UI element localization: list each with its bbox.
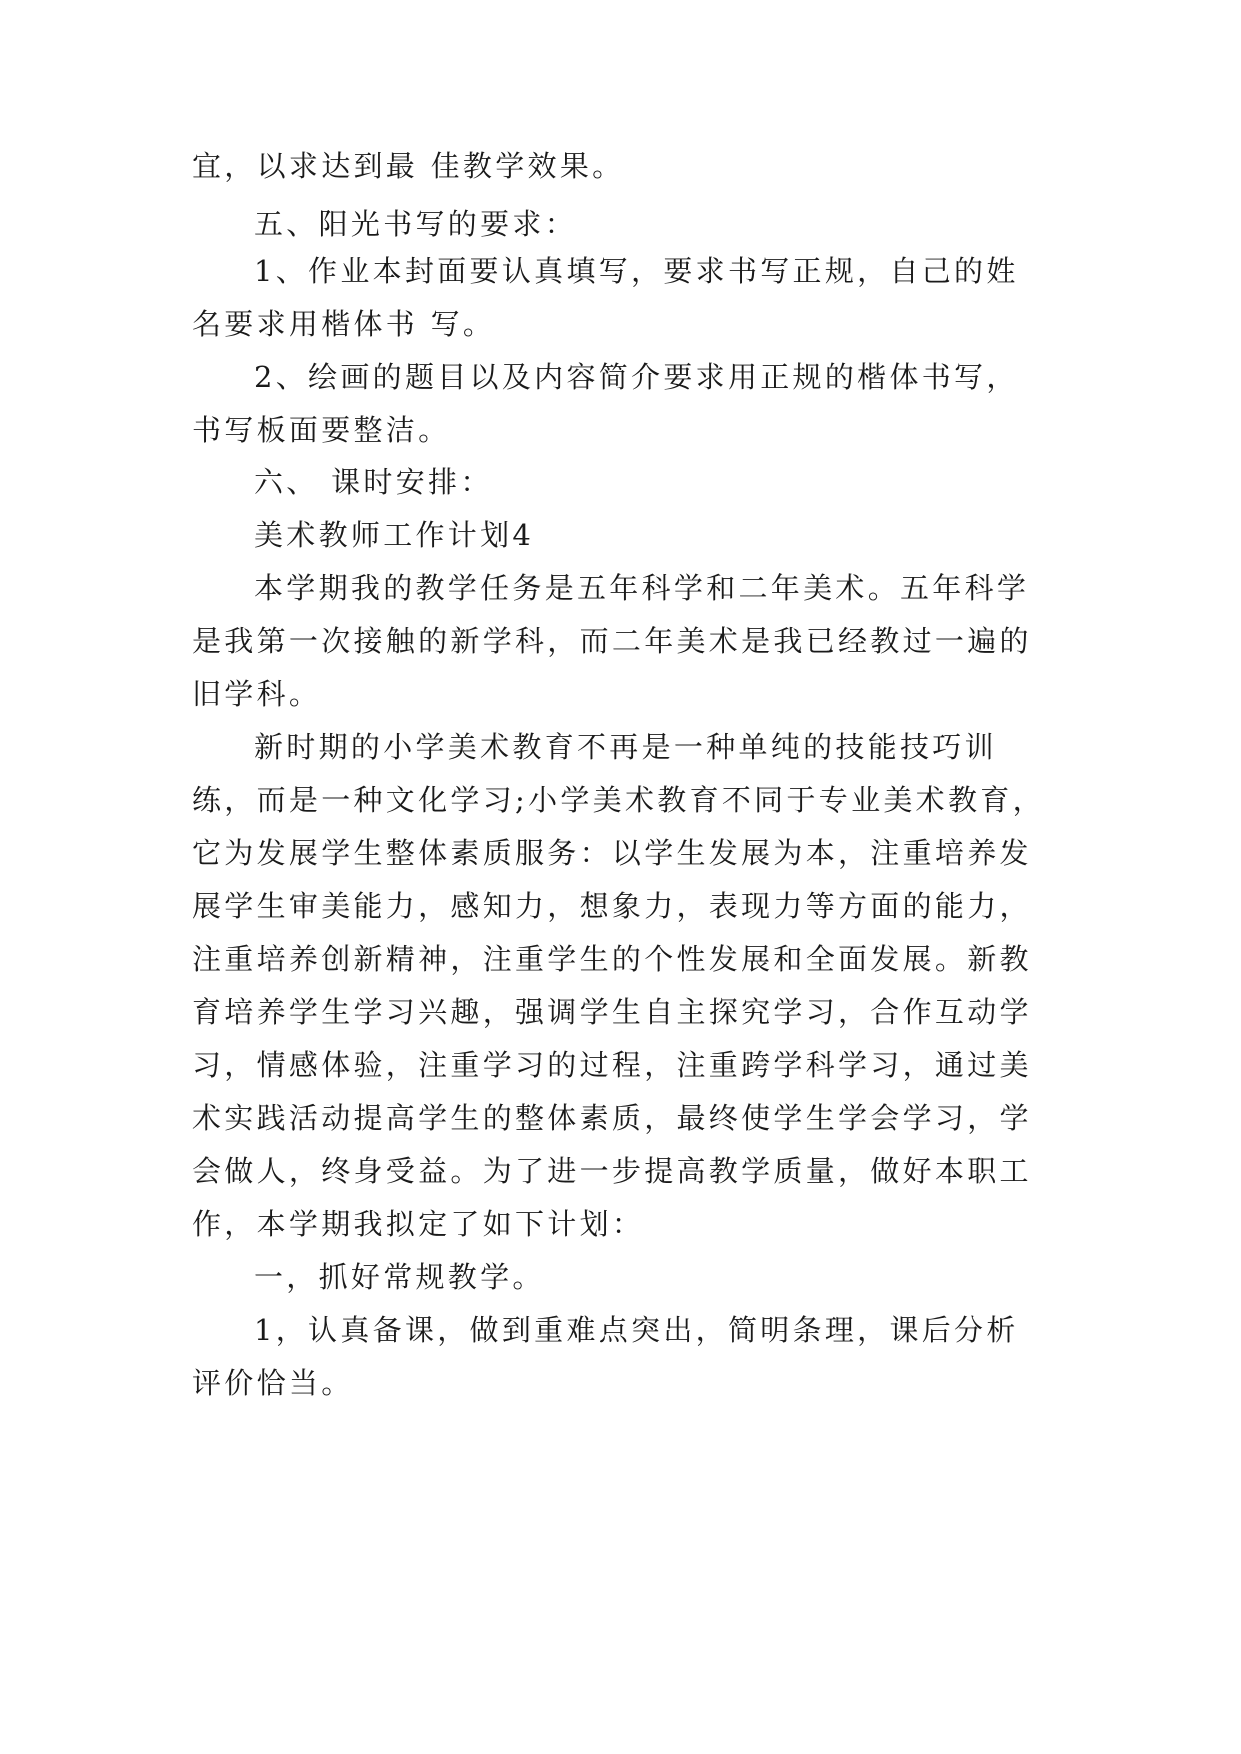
text-line: 1，认真备课，做到重难点突出，简明条理，课后分析 [254, 1313, 1019, 1347]
document-title: 美术教师工作计划4 [254, 518, 535, 552]
text-line: 作，本学期我拟定了如下计划： [192, 1207, 645, 1241]
text-line: 是我第一次接触的新学科，而二年美术是我已经教过一遍的 [192, 624, 1032, 658]
text-line: 习，情感体验，注重学习的过程，注重跨学科学习，通过美 [192, 1048, 1032, 1082]
text-line: 会做人，终身受益。为了进一步提高教学质量，做好本职工 [192, 1154, 1032, 1188]
section-heading: 五、阳光书写的要求： [254, 207, 578, 241]
text-line: 旧学科。 [192, 677, 322, 711]
section-heading: 一，抓好常规教学。 [254, 1260, 545, 1294]
text-line: 评价恰当。 [192, 1366, 354, 1400]
text-line: 名要求用楷体书 写。 [192, 307, 496, 341]
text-line: 书写板面要整洁。 [192, 413, 451, 447]
text-line: 新时期的小学美术教育不再是一种单纯的技能技巧训 [254, 730, 997, 764]
text-line: 它为发展学生整体素质服务：以学生发展为本，注重培养发 [192, 836, 1032, 870]
text-line: 练，而是一种文化学习;小学美术教育不同于专业美术教育， [192, 783, 1045, 817]
text-line: 本学期我的教学任务是五年科学和二年美术。五年科学 [254, 571, 1030, 605]
text-line: 2、绘画的题目以及内容简介要求用正规的楷体书写， [254, 360, 1019, 394]
text-line: 宜，以求达到最 佳教学效果。 [192, 149, 625, 183]
text-line: 术实践活动提高学生的整体素质，最终使学生学会学习，学 [192, 1101, 1032, 1135]
section-heading: 六、 课时安排： [254, 465, 493, 499]
text-line: 展学生审美能力，感知力，想象力，表现力等方面的能力， [192, 889, 1032, 923]
text-line: 1、作业本封面要认真填写，要求书写正规，自己的姓 [254, 254, 1019, 288]
text-line: 育培养学生学习兴趣，强调学生自主探究学习，合作互动学 [192, 995, 1032, 1029]
text-line: 注重培养创新精神，注重学生的个性发展和全面发展。新教 [192, 942, 1032, 976]
